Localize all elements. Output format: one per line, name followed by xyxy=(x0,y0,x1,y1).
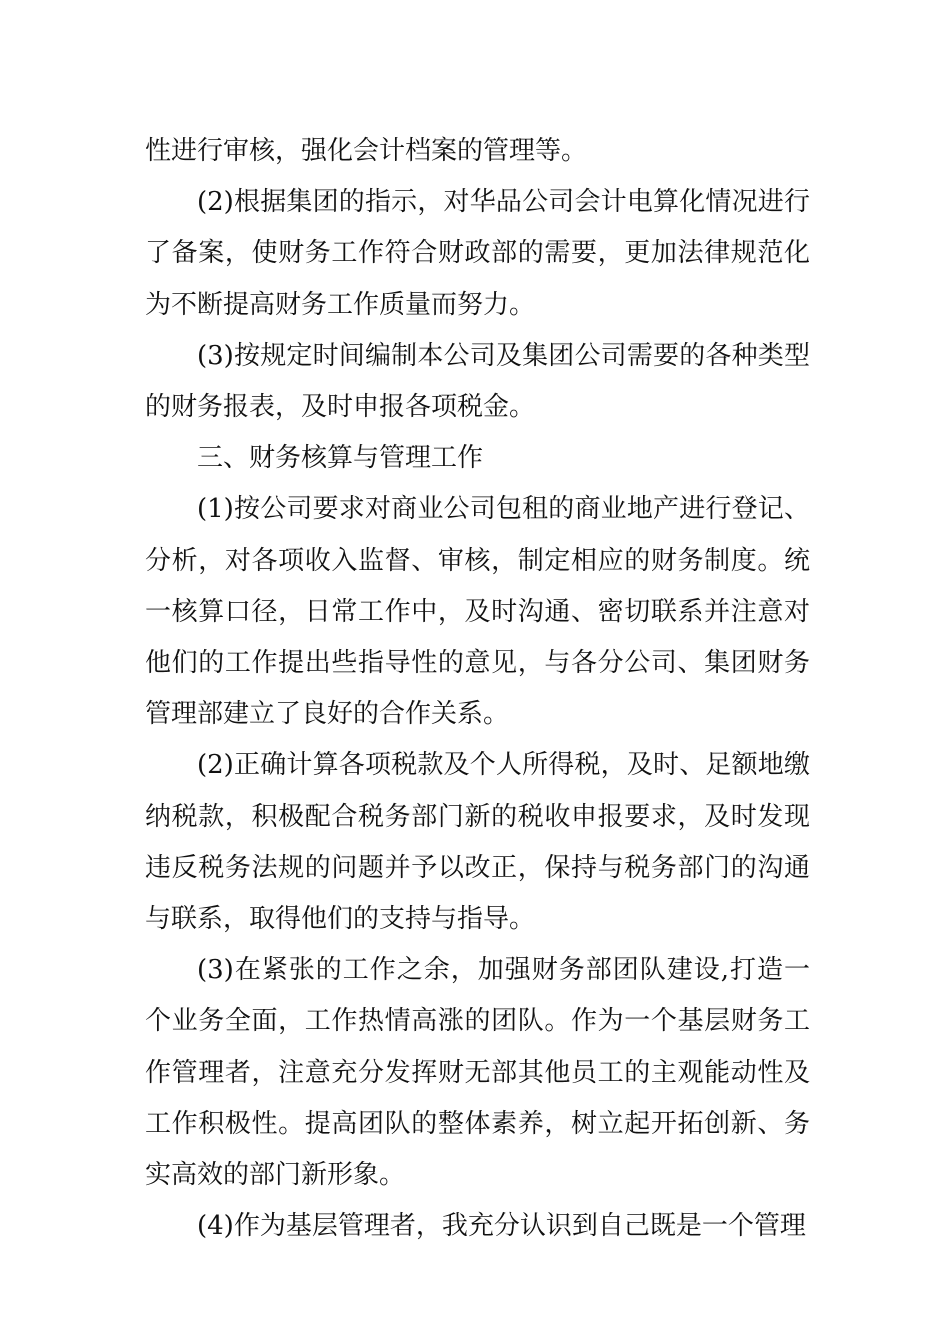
paragraph-item-3-financial-reports: (3)按规定时间编制本公司及集团公司需要的各种类型的财务报表，及时申报各项税金。 xyxy=(145,340,810,423)
paragraph-item-2-accounting-filing: (2)根据集团的指示，对华品公司会计电算化情况进行了备案，使财务工作符合财政部的需要，更加法律规范化为不断提高财务工作质量而努力。 xyxy=(145,187,810,320)
paragraph-item-4-manager-role: (4)作为基层管理者，我充分认识到自己既是一个管理 xyxy=(197,1211,806,1242)
section-heading-financial-accounting: 三、财务核算与管理工作 xyxy=(197,443,484,474)
document-body xyxy=(145,126,810,1252)
paragraph-item-1-commercial-property: (1)按公司要求对商业公司包租的商业地产进行登记、分析，对各项收入监督、审核，制定相应的财务制度。统一核算口径，日常工作中，及时沟通、密切联系并注意对他们的工作提出些指导性的意见，与各分公司、集团财务管理部建立了良好的合作关系。 xyxy=(145,494,810,730)
paragraph-item-2-tax-calculation: (2)正确计算各项税款及个人所得税，及时、足额地缴纳税款，积极配合税务部门新的税收申报要求，及时发现违反税务法规的问题并予以改正，保持与税务部门的沟通与联系，取得他们的支持与指导。 xyxy=(145,750,810,935)
paragraph-continuation: 性进行审核，强化会计档案的管理等。 xyxy=(145,136,588,166)
paragraph-item-3-team-building: (3)在紧张的工作之余，加强财务部团队建设,打造一个业务全面，工作热情高涨的团队。作为一个基层财务工作管理者，注意充分发挥财无部其他员工的主观能动性及工作积极性。提高团队的整体素养，树立起开拓创新、务实高效的部门新形象。 xyxy=(145,955,810,1191)
